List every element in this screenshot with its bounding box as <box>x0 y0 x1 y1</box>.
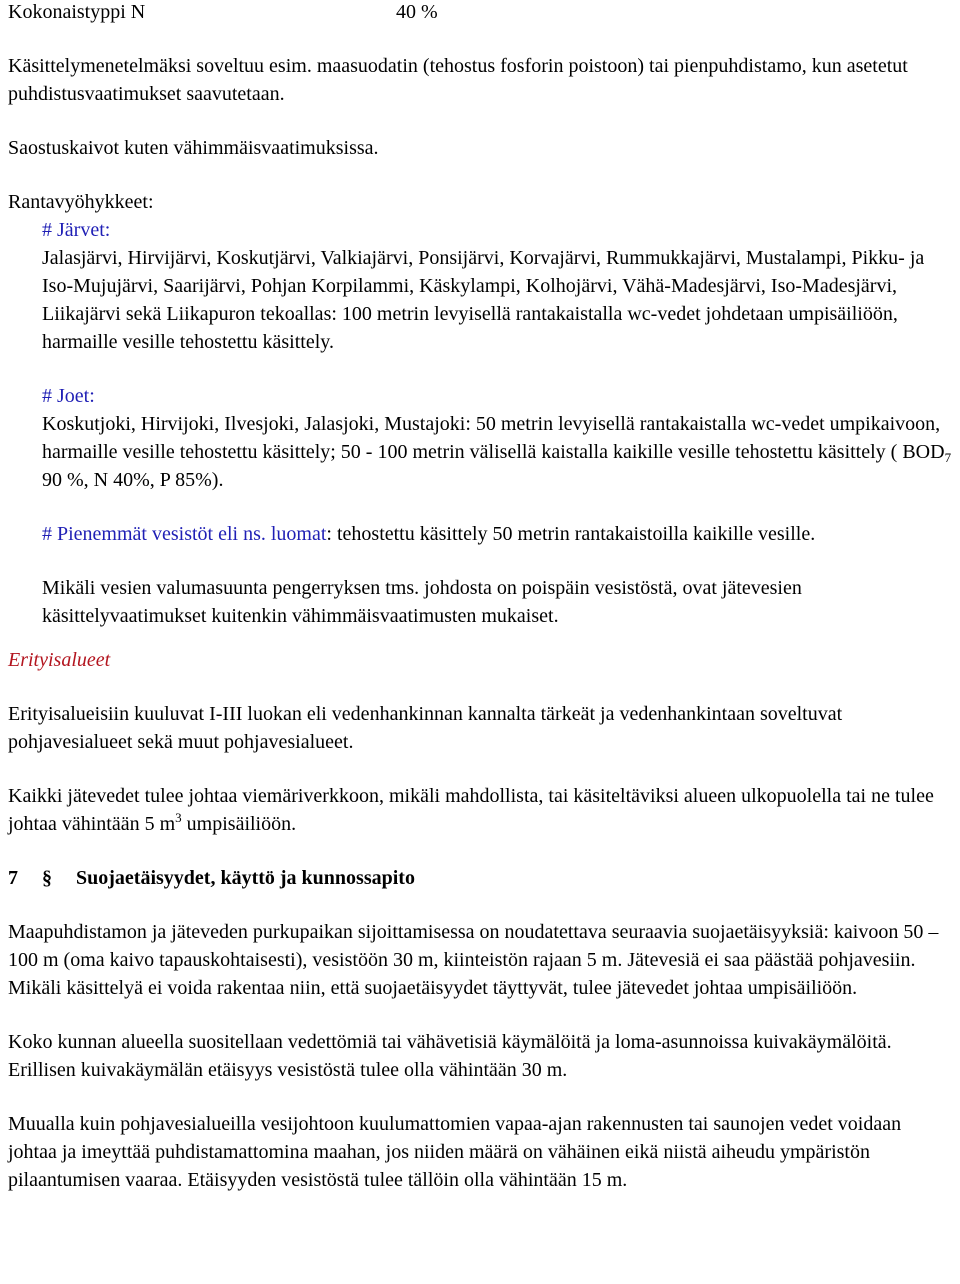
rivers-text <box>42 410 952 494</box>
special-areas-heading: Erityisalueet <box>8 649 111 671</box>
shore-title: Rantavyöhykkeet: <box>8 191 154 213</box>
brooks-text: : tehostettu käsittely 50 metrin rantakaistoilla kaikille vesille. <box>326 523 816 545</box>
section-7-paragraph-1: Maapuhdistamon ja jäteveden purkupaikan sijoittamisessa on noudatettava seuraavia suojaetäisyyksiä: kaivoon 50 –100 m (oma kaivo tapauskohtaisesti), vesistöön 30 m, kiinteistön rajaan 5 m. Jätevesiä ei saa päästää pohjavesiin. Mikäli käsittelyä ei voida rakentaa niin, että suojaetäisyydet täyttyvät, tulee jätevedet johtaa umpisäiliöön. <box>8 921 939 999</box>
brooks-heading-a: # Pienemmät vesistöt eli ns. <box>42 523 266 545</box>
section-7-heading <box>8 864 952 892</box>
section-number: 7 <box>8 867 18 889</box>
special-paragraph-2 <box>8 782 952 838</box>
section-title: Suojaetäisyydet, käyttö ja kunnossapito <box>76 867 415 889</box>
special-p2-b: umpisäiliöön. <box>181 813 297 835</box>
header-label: Kokonaistyppi N <box>8 1 146 23</box>
brooks-paragraph <box>42 520 952 548</box>
rivers-text-a: Koskutjoki, Hirvijoki, Ilvesjoki, Jalasjoki, Mustajoki: 50 metrin levyisellä rantakaistalla wc-vedet umpikaivoon, harmaille vesille tehostettu käsittely; 50 - 100 metrin välisellä kaistalla kaikille vesille tehostettu käsittely ( BOD <box>42 413 945 463</box>
paragraph-septic: Saostuskaivot kuten vähimmäisvaatimuksissa. <box>8 137 379 159</box>
section-7-paragraph-3: Muualla kuin pohjavesialueilla vesijohtoon kuulumattomien vapaa-ajan rakennusten tai saunojen vedet voidaan johtaa ja imeyttää puhdistamattomina maahan, jos niiden määrä on vähäinen eikä niistä aiheudu ympäristön pilaantumisen vaaraa. Etäisyyden vesistöstä tulee tällöin olla vähintään 15 m. <box>8 1113 902 1191</box>
section-7-paragraph-2: Koko kunnan alueella suositellaan vedettömiä tai vähävetisiä käymälöitä ja loma-asunnoissa kuivakäymälöitä. Erillisen kuivakäymälän etäisyys vesistöstä tulee olla vähintään 30 m. <box>8 1031 892 1081</box>
lakes-heading: # Järvet: <box>42 219 111 241</box>
special-paragraph-1: Erityisalueisiin kuuluvat I-III luokan eli vedenhankinnan kannalta tärkeät ja vedenhankintaan soveltuvat pohjavesialueet sekä muut pohjavesialueet. <box>8 703 843 753</box>
cubic-superscript: 3 <box>175 810 182 825</box>
bod-subscript: 7 <box>944 450 952 465</box>
section-symbol: § <box>42 867 52 889</box>
paragraph-treatment: Käsittelymenetelmäksi soveltuu esim. maasuodatin (tehostus fosforin poistoon) tai pienpuhdistamo, kun asetetut puhdistusvaatimukset saavutetaan. <box>8 55 908 105</box>
header-row <box>8 0 952 26</box>
special-p2-a: Kaikki jätevedet tulee johtaa viemäriverkkoon, mikäli mahdollista, tai käsiteltäviksi alueen ulkopuolella tai ne tulee johtaa vähintään 5 m <box>8 785 934 835</box>
shore-note: Mikäli vesien valumasuunta pengerryksen tms. johdosta on poispäin vesistöstä, ovat jätevesien käsittelyvaatimukset kuitenkin vähimmäisvaatimusten mukaiset. <box>42 577 802 627</box>
brooks-heading-b: luomat <box>270 523 327 545</box>
header-value: 40 % <box>396 1 438 23</box>
lakes-text: Jalasjärvi, Hirvijärvi, Koskutjärvi, Valkiajärvi, Ponsijärvi, Korvajärvi, Rummukkajärvi, Mustalampi, Pikku- ja Iso-Mujujärvi, Saarijärvi, Pohjan Korpilammi, Käskylampi, Kolhojärvi, Vähä-Madesjärvi, Iso-Madesjärvi, Liikajärvi sekä Liikapuron tekoallas: 100 metrin levyisellä rantakaistalla wc-vedet johdetaan umpisäiliöön, harmaille vesille tehostettu käsittely. <box>42 247 925 353</box>
rivers-text-b: 90 %, N 40%, P 85%). <box>42 469 224 491</box>
rivers-heading: # Joet: <box>42 385 95 407</box>
